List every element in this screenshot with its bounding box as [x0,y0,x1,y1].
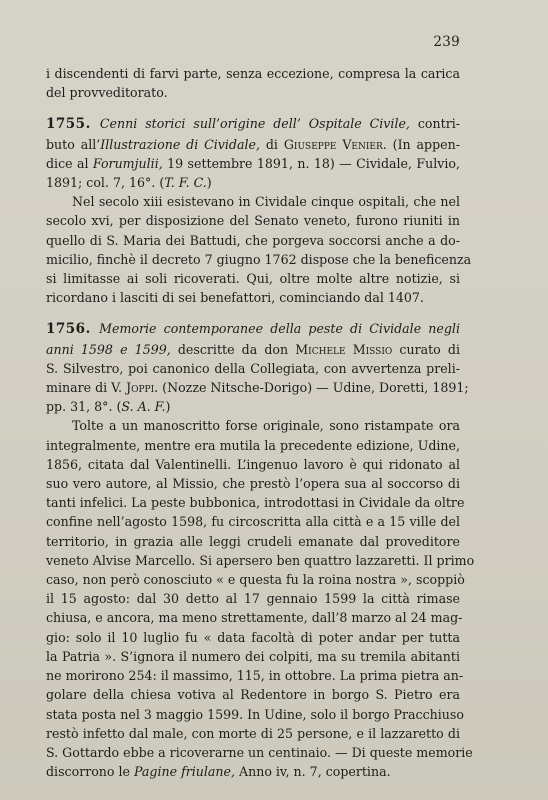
text-line: 1856, citata dal Valentinelli. L’ingenuo lavoro è qui ridonato al [46,456,460,472]
text-line: ne morirono 254: il massimo, 115, in ottobre. La prima pietra an- [46,668,464,684]
text-segment: . (In appen- [382,136,460,152]
entry-number: 1755. [46,116,100,133]
text-segment: ) [165,399,171,415]
text-line: si limitasse ai soli ricoverati. Qui, oltre molte altre notizie, si [46,271,460,287]
page-number: 239 [433,34,460,50]
text-line: veneto Alvise Marcello. Si apersero ben quattro lazzaretti. Il primo [46,552,475,568]
text-line: integralmente, mentre era mutila la precedente edizione, Udine, [46,437,460,453]
text-line: suo vero autore, al Missio, che prestò l’opera sua al soccorso di [46,476,460,492]
paragraph-gap [46,307,460,319]
text-line: tanti infelici. La peste bubbonica, introdottasi in Cividale da oltre [46,495,465,511]
paragraph [46,114,472,307]
text-line: stata posta nel 3 maggio 1599. In Udine, solo il borgo Pracchiuso [46,706,464,722]
text-line: secolo xvi, per disposizione del Senato veneto, furono riuniti in [46,213,460,229]
paragraph [46,64,460,102]
text-line: restò infetto dal male, con morte di 25 persone, e il lazzaretto di [46,725,460,741]
text-segment: Giuseppe Venier [283,136,383,152]
text-line: gio: solo il 10 luglio fu « data facoltà di poter andar per tutta [46,629,460,645]
text-segment: pp. 31, 8°. ( [46,399,122,415]
text-line [46,397,460,416]
text-line: caso, non però conosciuto « e questa fu la roina nostra », scoppiò [46,572,465,588]
text-segment: Michele Missio [295,341,393,357]
text-segment: 19 settembre 1891, n. 18) — Cividale, Fulvio, [162,155,461,171]
text-segment: descritte da don [170,341,296,357]
text-line: la Patria ». S’ignora il numero dei colpiti, ma su tremila abitanti [46,648,460,664]
text-line: il 15 agosto: dal 30 detto al 17 gennaio 1599 la città rimase [46,591,460,607]
text-line [46,762,460,781]
text-segment: Joppi [126,380,155,396]
text-segment: Cenni storici sull’origine dell’ Ospitale Civile, [99,116,410,132]
text-line [46,378,469,397]
text-segment: Forumjulii, [92,155,163,171]
text-line [46,340,460,359]
page-text [46,64,475,781]
text-line [46,135,460,154]
text-segment: curato di [392,341,460,357]
text-segment: . (Nozze Nitsche-Dorigo) — Udine, Doretti, 1891; [154,380,469,396]
text-line: confine nell’agosto 1598, fu circoscritta alla città e a 15 ville del [46,514,460,530]
text-line: micilio, finchè il decreto 7 giugno 1762 dispose che la beneficenza [46,251,472,267]
text-segment: Anno iv, n. 7, copertina. [235,764,391,780]
text-line: quello di S. Maria dei Battudi, che porgeva soccorsi anche a do- [46,232,460,248]
text-line [46,173,460,192]
text-line: Tolte a un manoscritto forse originale, sono ristampate ora [72,418,460,434]
text-segment: T. F. C. [164,175,207,191]
text-segment: dice al [46,155,93,171]
text-line [46,114,460,134]
text-segment: Memorie contemporanee della peste di Cividale negli [99,321,460,337]
text-segment: buto all’ [46,136,101,152]
text-segment: discorrono le [46,764,134,780]
text-segment: anni 1598 e 1599, [46,341,171,357]
text-line [46,319,460,339]
paragraph [46,319,475,781]
text-segment: di [259,136,284,152]
text-line: del provveditorato. [46,85,168,101]
paragraph-gap [46,102,460,114]
text-line: ricordano i lasciti di sei benefattori, cominciando dal 1407. [46,290,424,306]
text-segment: S. A. F. [121,399,166,415]
text-line: golare della chiesa votiva al Redentore in borgo S. Pietro era [46,687,460,703]
text-segment: Pagine friulane, [134,764,235,780]
text-line: i discendenti di farvi parte, senza eccezione, compresa la carica [46,66,460,81]
text-line: territorio, in grazia alle leggi crudeli emanate dal proveditore [46,533,460,549]
text-segment: minare di V. [46,380,127,396]
text-line: S. Gottardo ebbe a ricoverarne un centinaio. — Di queste memorie [46,744,473,760]
text-segment: ) [206,175,212,191]
text-segment: 1891; col. 7, 16°. ( [46,175,165,191]
text-line: chiusa, e ancora, ma meno strettamente, dall’8 marzo al 24 mag- [46,610,463,626]
entry-number: 1756. [46,321,100,338]
text-segment: contri- [409,116,460,132]
text-line: S. Silvestro, poi canonico della Collegiata, con avvertenza preli- [46,360,460,376]
text-line [46,154,460,173]
text-segment: Illustrazione di Cividale, [100,136,260,152]
text-line: Nel secolo xiii esistevano in Cividale cinque ospitali, che nel [72,194,460,210]
